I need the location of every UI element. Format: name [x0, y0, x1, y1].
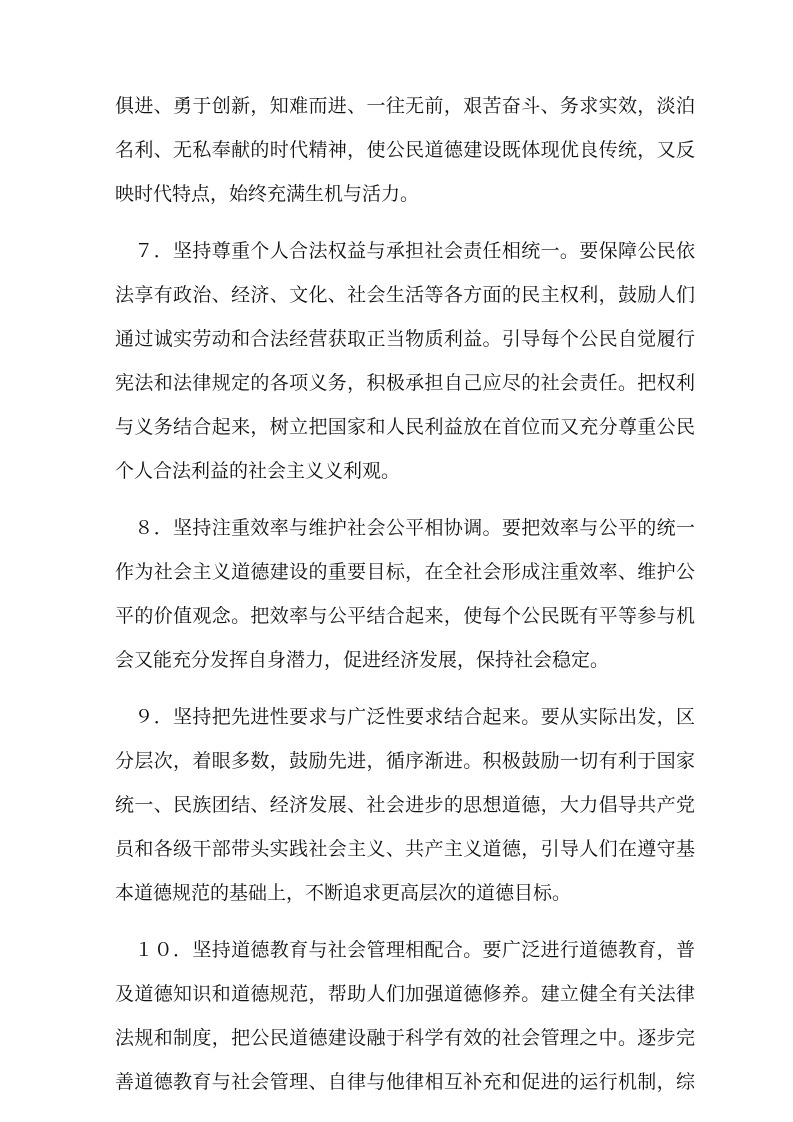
text-line: 统一、民族团结、经济发展、社会进步的思想道德，大力倡导共产党 [115, 794, 695, 816]
text-line: ８．坚持注重效率与维护社会公平相协调。要把效率与公平的统一 [115, 517, 695, 539]
paragraph-item-7 [115, 229, 695, 493]
text-line: 法享有政治、经济、文化、社会生活等各方面的民主权利，鼓励人们 [115, 284, 695, 306]
text-line: 及道德知识和道德规范，帮助人们加强道德修养。建立健全有关法律 [115, 983, 695, 1005]
paragraph-item-10 [115, 928, 695, 1104]
text-line: 映时代特点，始终充满生机与活力。 [115, 183, 420, 205]
text-line: 与义务结合起来，树立把国家和人民利益放在首位而又充分尊重公民 [115, 416, 695, 438]
text-line: 宪法和法律规定的各项义务，积极承担自己应尽的社会责任。把权利 [115, 372, 695, 394]
text-line: 个人合法利益的社会主义义利观。 [115, 460, 401, 482]
text-line: 俱进、勇于创新，知难而进、一往无前，艰苦奋斗、务求实效，淡泊 [115, 95, 695, 117]
paragraph-continuation [115, 84, 695, 216]
text-line: 法规和制度，把公民道德建设融于科学有效的社会管理之中。逐步完 [115, 1027, 695, 1049]
text-line: 分层次，着眼多数，鼓励先进，循序渐进。积极鼓励一切有利于国家 [115, 750, 695, 772]
text-line: 员和各级干部带头实践社会主义、共产主义道德，引导人们在遵守基 [115, 838, 695, 860]
text-line: 本道德规范的基础上，不断追求更高层次的道德目标。 [115, 882, 572, 904]
text-line: 通过诚实劳动和合法经营获取正当物质利益。引导每个公民自觉履行 [115, 328, 695, 350]
text-line: ９．坚持把先进性要求与广泛性要求结合起来。要从实际出发，区 [115, 706, 695, 728]
text-line: １０．坚持道德教育与社会管理相配合。要广泛进行道德教育，普 [115, 939, 695, 961]
document-body [115, 84, 695, 1104]
text-line: 善道德教育与社会管理、自律与他律相互补充和促进的运行机制，综 [115, 1071, 695, 1093]
text-line: ７．坚持尊重个人合法权益与承担社会责任相统一。要保障公民依 [115, 240, 695, 262]
paragraph-item-8 [115, 506, 695, 682]
text-line: 名利、无私奉献的时代精神，使公民道德建设既体现优良传统，又反 [115, 139, 695, 161]
paragraph-item-9 [115, 695, 695, 915]
text-line: 作为社会主义道德建设的重要目标，在全社会形成注重效率、维护公 [115, 561, 695, 583]
text-line: 会又能充分发挥自身潜力，促进经济发展，保持社会稳定。 [115, 649, 610, 671]
text-line: 平的价值观念。把效率与公平结合起来，使每个公民既有平等参与机 [115, 605, 695, 627]
